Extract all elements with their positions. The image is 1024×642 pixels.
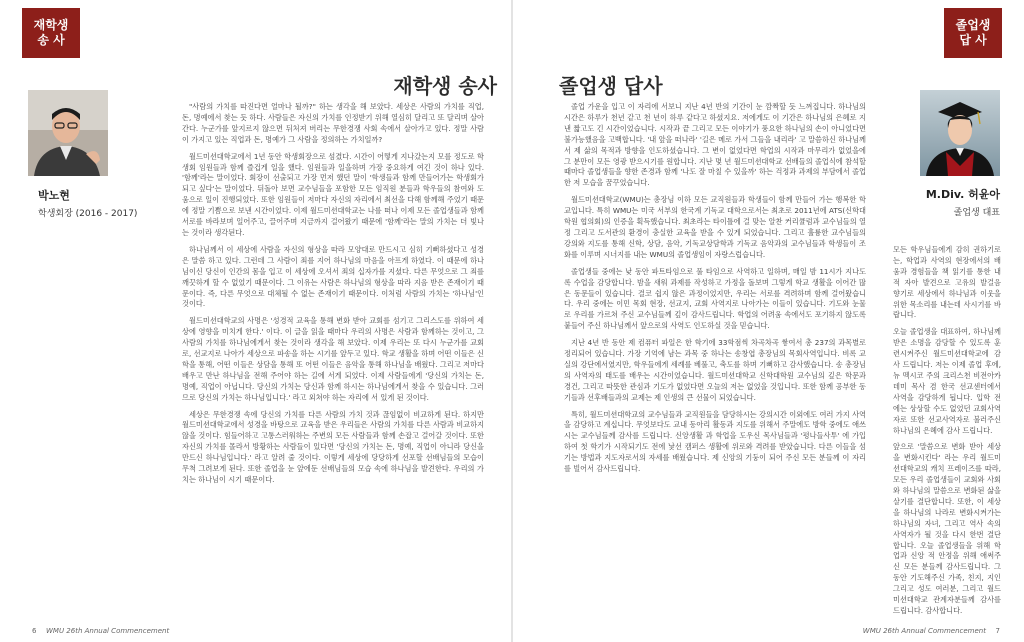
- section-tab-line-2: 답 사: [959, 33, 987, 47]
- speech-body: [182, 102, 484, 520]
- right-page: [513, 0, 1024, 642]
- address-paragraph: 월드미션대학교(WMU)는 총장님 이하 모든 교직원들과 학생들이 함께 만들어 가는 행복한 학교입니다. 특히 WMU는 미국 서부의 한국계 기독교 대학으로서는 최초로 2011년에 ATS(신학대학원 협의회)의 인증을 획득했습니다. 최초라는 타이틀에 걸 맞는 알찬 커리큘럼과 교수님들의 열정 그리고 도서관의 환경이 충실한 교육을 받을 수 있게 되었습니다. 그리고 훌륭한 교수님들의 강의와 지도를 통해 신학, 상담, 음악, 기독교상담학과 기독교 음악과의 교수님들과 학생들이 조화를 이루며 시너지를 내는 WMU의 졸업생임이 자랑스럽습니다.: [564, 195, 866, 259]
- graduate-caption: [926, 186, 1000, 218]
- graduate-role: 졸업생 대표: [953, 208, 1000, 218]
- page-title: 재학생 송사: [393, 74, 497, 98]
- address-side-paragraph: 앞으로 '말씀으로 변화 받아 세상을 변화시킨다' 라는 우리 월드미션대학교의 캐치 프레이즈를 따라, 모든 우리 졸업생들이 교회와 사회와 하나님의 말씀으로 변화된 삶을 살기를 결단합니다. 또한, 이 세상을 하나님의 나라로 변화시켜가는 하나님의 자녀, 그리고 역사 속의 사역자가 될 것을 다시 한번 결단합니다. 오늘 졸업생들을 위해 학업과 신앙 적 안정을 위해 애써주신 모든 분들께 감사드립니다. 그 동안 기도해주신 가족, 친지, 지인 그리고 성도 여러분, 그리고 월드 미션대학교 관계자분들께 감사를 드립니다. 감사합니다.: [893, 442, 1001, 615]
- section-tab-line-1: 재학생: [33, 18, 69, 32]
- speech-paragraph: 세상은 무한경쟁 속에 당신의 가치를 다른 사람의 가치 것과 끊임없이 비교하게 된다. 하지만 월드미션대학교에서 성경을 바탕으로 교육을 받은 우리들은 사람의 가치를 다른 사람과 비교하지 않을 것이다. 힘들어하고 고통스러워하는 주변의 모든 사람들과 함께 손잡고 걸어갈 것이다. 또한 자신의 가치를 몰라서 방황하는 사람들이 있다면 '당신의 가치는 돈, 명예, 직업이 아니라 당신을 만드신 하나님입니다.' 라고 알려 줄 것이다. 이렇게 세상에 당당하게 선포할 선배님들의 모습이 무척 그려보게 된다. 또한 졸업을 눈 앞에둔 선배님들의 모습 속에 하나님을 발견한다. 우리의 가치는 하나님이 시기 때문이다.: [182, 409, 484, 484]
- speaker-role: 학생회장 (2016 - 2017): [38, 209, 138, 219]
- speaker-name: 박노현: [38, 189, 70, 202]
- address-body: [564, 102, 866, 612]
- speech-paragraph: "사람의 가치를 따진다면 얼마나 될까?" 하는 생각을 해 보았다. 세상은 사람의 가치를 직업, 돈, 명예에서 찾는 듯 하다. 사람들은 자신의 가치를 인정받기 위해 열심히 달리고 또 달리며 살아간다. 누군가를 앞지르지 않으면 뒤처져 버리는 무한경쟁 사회 속에서 살아가고 있다. 정말 사람이 가지고 있는 직업과 돈, 명예가 그 사람을 정의하는 가치일까?: [182, 102, 484, 144]
- speaker-photo: [28, 90, 108, 176]
- graduate-name: M.Div. 허윤아: [925, 188, 1000, 201]
- page-number: 7: [995, 627, 1000, 635]
- footer-text: WMU 26th Annual Commencement: [46, 627, 170, 635]
- section-tab-current-students: [22, 8, 80, 58]
- address-side-paragraph: 오늘 졸업생을 대표하여, 하나님께 받은 소명을 감당할 수 있도록 훈련시켜주신 월드미션대학교에 감사 드립니다. 저는 이제 졸업 후에, 뉴 멕시코 주의 크리스천 비전아카데미 목사 겸 한국 선교센터에서 사역을 감당하게 됩니다. 입학 전에는 상상할 수도 없었던 교회사역자로 또한 선교사역자로 불러주신 하나님의 은혜에 감사 드립니다.: [893, 327, 1001, 435]
- page-number: 6: [32, 627, 37, 635]
- section-tab-line-2: 송 사: [37, 33, 65, 47]
- speech-paragraph: 월드미션대학교의 사명은 '성경적 교육을 통해 변화 받아 교회를 섬기고 그리스도를 위하여 세상에 영향을 미치게 한다.' 이다. 이 글을 읽을 때마다 우리의 사명은 사람과 함께하는 것이고, 그 사람의 가치를 하나님에게서 찾는 것이라 생각을 해 보았다. 이제 우리는 또 다시 누군가를 교회로, 선교지로 나아가 세상으로 파송을 하는 시기를 앞두고 있다. 학교 생활을 하며 어떤 이들은 신학을 통해, 어떤 이들은 상담을 통해 또 어떤 이들은 음악을 통해 하나님을 배웠다. 그리고 저마다 배우고 만난 하나님을 전해 주어야 하는 길에 서게 되었다. 이제 사람들에게 '당신의 가치는 돈, 명예, 직업이 아닙니다. 당신의 가치는 당신과 함께 하시는 하나님에게서 찾을 수 있습니다. 그러므로 당신의 가치는 하나님입니다.' 라고 외쳐야 하는 자리에 서 있게 된 것이다.: [182, 316, 484, 402]
- section-tab-graduates: [944, 8, 1002, 58]
- address-paragraph: 졸업 가운을 입고 이 자리에 서보니 지난 4년 반의 기간이 눈 깜짝할 듯 느껴집니다. 하나님의 시간은 하루가 천년 같고 천 년이 하루 같다고 하셨지요. 저에게도 이 기간은 하나님의 은혜로 지낸 짧고도 긴 시간이었습니다. 시작과 끝 그리고 모든 이야기가 풍요한 하나님의 손이 아니었다면 불가능했음을 고백합니다. '내 앞을 떠나라' '길은 메로 가서 그들을 내리라' 고 말씀하신 하나님께서 제 삶의 목적과 방향을 인도하셨습니다. 그 변이 없었다면 학업의 시작과 마무리가 없었을에 그 분만이 모든 영광 받으시기를 원합니다. 지난 몇 년 월드미션대학교 선배들의 졸업식에 참석할 때마다 졸업생들을 향한 존경과 함께 '나도 잘 마칠 수 있을까' 하는 걱정과 과제의 부담에서 졸업한 저 모습을 꿈꾸었습니다.: [564, 102, 866, 188]
- address-paragraph: 지난 4년 반 동안 제 컴퓨터 파일은 한 학기에 33학점씩 차곡차곡 쌓여서 총 237의 과목별로 정리되어 있습니다. 가장 기억에 남는 과목 중 하나는 송창엽 총장님의 목회사역입니다. 비록 교실의 강단에서였지만, 학우들에게 세례를 베풀고, 축도를 하며 기뻐하고 감사했습니다. 송 총장님의 사역자의 태도를 배우는 시간이었습니다. 월드미션대학교 신학대학원 교수님의 깊은 학문과 경건, 그리고 따뜻한 관심과 기도가 없었다면 오늘의 저는 없었을 것입니다. 또한 함께 공부한 동기들과 선후배들과의 교제는 제 인생의 큰 선물이 되었습니다.: [564, 338, 866, 402]
- speech-paragraph: 월드미션대학교에서 1년 동안 학생회장으로 섬겼다. 시간이 어떻게 지나갔는지 모를 정도로 학생회 임원들과 함께 즐겁게 일을 했다. 임원들과 일을하며 가장 중요하게 여긴 것이 하나 있다. '함께'라는 말이었다. 회장이 선출되고 가장 먼저 했던 말이 '학생들과 함께 만들어가는 학생회가 되고 싶다'는 말이었다. 뒤돌아 보면 교수님들을 포함한 모든 임직원 분들과 학우들의 참여와 도움으로 일이 진행되었다. 또한 임원들이 저마다 자신의 자리에서 최선을 다해 함께해 주었기 때문에 정말 기쁨으로 보낸 시간이었다. 이제 월드미션대학교는 나를 떠나 이제 모든 졸업생들과 함께 서로를 바라보며 일어주고, 끌어주며 지금까지 걸어왔기 때문에 '함께'라는 말의 가치는 더 빛나는 것이라 생각된다.: [182, 151, 484, 237]
- page-title: 졸업생 답사: [559, 74, 663, 98]
- speaker-caption: [38, 187, 137, 219]
- left-page: [0, 0, 511, 642]
- speech-paragraph: 하나님께서 이 세상에 사람을 자신의 형상을 따라 모양대로 만드시고 심히 기뻐하셨다고 성경은 말씀 하고 있다. 그런데 그 사람이 죄를 지어 하나님의 마음을 아프게 하였다. 이 때문에 하나님이신 당신이 인간의 몸을 입고 이 세상에 오셔서 죄의 십자가를 지셨다. 다른 무엇으로 그 죄를 깨끗하게 할 수 없었기 때문이다. 그 이유는 사람은 하나님의 형상을 따라 지음 받은 존재이기 때문이다. 즉, 다른 무엇으로 대체될 수 없는 존재이기 때문이다. 이처럼 사람의 가치는 '하나님'인 것이다.: [182, 244, 484, 309]
- address-paragraph: 졸업생들 중에는 낮 동안 파트타임으로 풀 타임으로 사역하고 일하며, 매일 밤 11시가 지나도록 수업을 감당합니다. 밤을 새워 과제를 작성하고 가정을 돌보며 그렇게 학교 생활을 이어간 많은 동문들이 있습니다. 결코 쉽지 않은 과정이었지만, 우리는 서로를 격려하며 함께 걸어왔습니다. 우리 중에는 이민 목회 현장, 선교지, 교회 사역지로 나아가는 이들이 있습니다. 기도와 눈물로 우리를 가르쳐 주신 교수님들께 깊이 감사드립니다. 학업의 어려움 속에서도 포기하지 않도록 붙들어 주신 하나님께서 앞으로의 사역도 인도하실 것을 믿습니다.: [564, 266, 866, 331]
- graduate-photo: [920, 90, 1000, 176]
- section-tab-line-1: 졸업생: [955, 18, 991, 32]
- address-side-column: [893, 245, 1001, 615]
- address-paragraph: 특히, 월드미션대학교의 교수님들과 교직원들을 담당하시는 강의시간 이외에도 여러 가지 사역을 감당하고 계십니다. 무엇보다도 교내 동아리 활동과 지도를 위해서 주말에도 방학 중에도 애쓰시는 교수님들께 감사를 드립니다. 신앙생활 과 학업을 도우신 목사님들과 '평나들사투' 에 가입하여 첫 학기가 시작되기도 전에 낯선 캠퍼스 생활에 위로와 격려를 받았습니다. 다른 이들을 섬기는 방법과 지도자로서의 자세를 배웠습니다. 제 신앙의 기둥이 되어 주신 모든 분들께 이 자리를 빌어서 감사드립니다.: [564, 409, 866, 474]
- address-side-paragraph: 모든 학우님들에게 감히 권하기로는, 학업과 사역의 현장에서의 배움과 경험들을 책 읽기를 통한 내적 자아 발견으로 고유의 발걸음 향기로 세상에서 하나님과 이웃을 위한 목소리를 내는데 사시기를 바랍니다.: [893, 245, 1001, 320]
- footer-text: WMU 26th Annual Commencement: [862, 627, 986, 635]
